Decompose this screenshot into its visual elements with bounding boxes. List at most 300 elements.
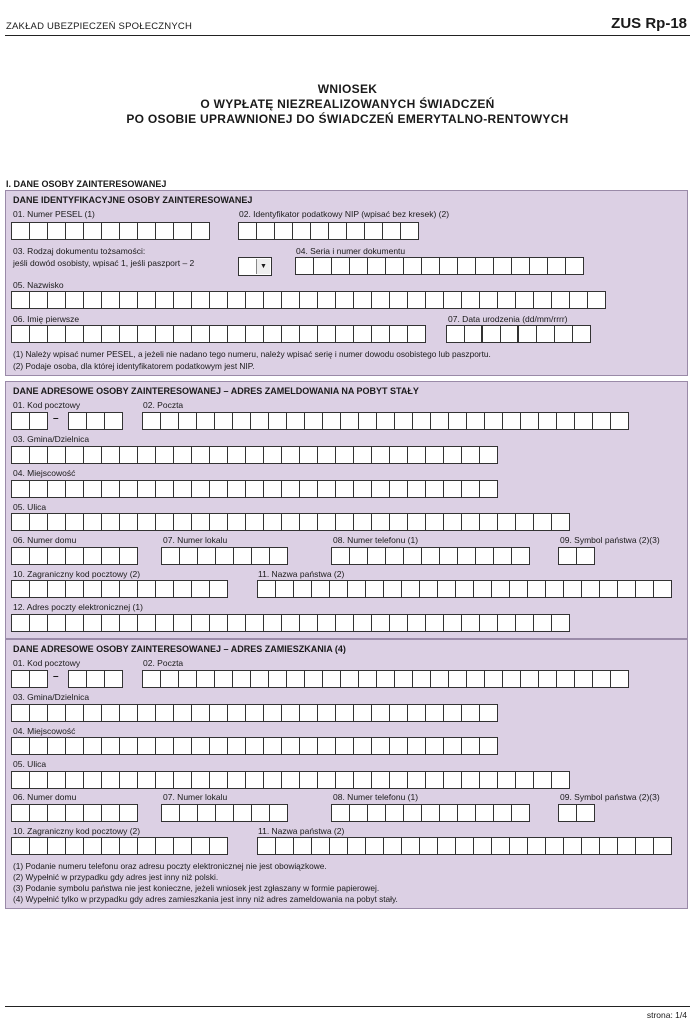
char-cell[interactable]: [48, 223, 66, 239]
char-cell[interactable]: [66, 738, 84, 754]
char-cell[interactable]: [264, 705, 282, 721]
char-cell[interactable]: [269, 671, 287, 687]
char-cell[interactable]: [69, 413, 87, 429]
char-cell[interactable]: [354, 514, 372, 530]
char-cell[interactable]: [216, 548, 234, 564]
char-cell[interactable]: [251, 413, 269, 429]
char-cell[interactable]: [408, 705, 426, 721]
char-cell[interactable]: [102, 738, 120, 754]
char-cell[interactable]: [48, 581, 66, 597]
char-cell[interactable]: [537, 326, 555, 342]
char-cell[interactable]: [156, 326, 174, 342]
nip-input[interactable]: [238, 222, 419, 240]
char-cell[interactable]: [512, 258, 530, 274]
char-cell[interactable]: [336, 705, 354, 721]
char-cell[interactable]: [174, 326, 192, 342]
char-cell[interactable]: [156, 615, 174, 631]
char-cell[interactable]: [84, 481, 102, 497]
char-cell[interactable]: [318, 772, 336, 788]
char-cell[interactable]: [492, 838, 510, 854]
char-cell[interactable]: [462, 772, 480, 788]
char-cell[interactable]: [577, 548, 595, 564]
char-cell[interactable]: [162, 805, 180, 821]
char-cell[interactable]: [498, 514, 516, 530]
char-cell[interactable]: [462, 447, 480, 463]
char-cell[interactable]: [282, 326, 300, 342]
char-cell[interactable]: [593, 413, 611, 429]
char-cell[interactable]: [102, 223, 120, 239]
char-cell[interactable]: [575, 671, 593, 687]
char-cell[interactable]: [120, 548, 138, 564]
char-cell[interactable]: [516, 292, 534, 308]
char-cell[interactable]: [66, 223, 84, 239]
char-cell[interactable]: [336, 292, 354, 308]
pesel-input[interactable]: [11, 222, 210, 240]
char-cell[interactable]: [444, 772, 462, 788]
char-cell[interactable]: [372, 514, 390, 530]
char-cell[interactable]: [408, 292, 426, 308]
char-cell[interactable]: [354, 705, 372, 721]
char-cell[interactable]: [246, 326, 264, 342]
char-cell[interactable]: [354, 615, 372, 631]
char-cell[interactable]: [84, 615, 102, 631]
char-cell[interactable]: [593, 671, 611, 687]
char-cell[interactable]: [282, 447, 300, 463]
char-cell[interactable]: [336, 326, 354, 342]
char-cell[interactable]: [552, 292, 570, 308]
char-cell[interactable]: [618, 838, 636, 854]
char-cell[interactable]: [330, 581, 348, 597]
char-cell[interactable]: [438, 581, 456, 597]
char-cell[interactable]: [570, 292, 588, 308]
res-municipality-input[interactable]: [11, 704, 498, 722]
char-cell[interactable]: [210, 326, 228, 342]
char-cell[interactable]: [84, 805, 102, 821]
char-cell[interactable]: [426, 705, 444, 721]
char-cell[interactable]: [300, 481, 318, 497]
doc-type-select[interactable]: [238, 257, 272, 276]
char-cell[interactable]: [444, 615, 462, 631]
char-cell[interactable]: [546, 838, 564, 854]
char-cell[interactable]: [456, 838, 474, 854]
res-country-name-input[interactable]: [257, 837, 672, 855]
char-cell[interactable]: [462, 705, 480, 721]
char-cell[interactable]: [408, 772, 426, 788]
char-cell[interactable]: [408, 481, 426, 497]
char-cell[interactable]: [138, 772, 156, 788]
char-cell[interactable]: [534, 615, 552, 631]
char-cell[interactable]: [408, 615, 426, 631]
char-cell[interactable]: [192, 615, 210, 631]
char-cell[interactable]: [12, 581, 30, 597]
char-cell[interactable]: [368, 805, 386, 821]
doc-series-input[interactable]: [295, 257, 584, 275]
char-cell[interactable]: [534, 772, 552, 788]
char-cell[interactable]: [318, 326, 336, 342]
char-cell[interactable]: [431, 413, 449, 429]
char-cell[interactable]: [480, 292, 498, 308]
char-cell[interactable]: [210, 581, 228, 597]
char-cell[interactable]: [228, 738, 246, 754]
char-cell[interactable]: [84, 738, 102, 754]
char-cell[interactable]: [210, 705, 228, 721]
char-cell[interactable]: [84, 705, 102, 721]
char-cell[interactable]: [192, 223, 210, 239]
char-cell[interactable]: [480, 615, 498, 631]
char-cell[interactable]: [372, 481, 390, 497]
char-cell[interactable]: [498, 615, 516, 631]
char-cell[interactable]: [559, 548, 577, 564]
char-cell[interactable]: [174, 223, 192, 239]
res-post-input[interactable]: [142, 670, 629, 688]
char-cell[interactable]: [348, 838, 366, 854]
char-cell[interactable]: [30, 514, 48, 530]
char-cell[interactable]: [66, 838, 84, 854]
char-cell[interactable]: [143, 413, 161, 429]
surname-input[interactable]: [11, 291, 606, 309]
reg-phone-input[interactable]: [331, 547, 530, 565]
char-cell[interactable]: [180, 548, 198, 564]
char-cell[interactable]: [318, 292, 336, 308]
char-cell[interactable]: [636, 581, 654, 597]
char-cell[interactable]: [318, 481, 336, 497]
char-cell[interactable]: [336, 481, 354, 497]
char-cell[interactable]: [503, 671, 521, 687]
char-cell[interactable]: [318, 615, 336, 631]
char-cell[interactable]: [449, 671, 467, 687]
char-cell[interactable]: [12, 413, 30, 429]
char-cell[interactable]: [287, 413, 305, 429]
char-cell[interactable]: [192, 326, 210, 342]
char-cell[interactable]: [483, 326, 501, 342]
char-cell[interactable]: [66, 615, 84, 631]
reg-country-symbol-input[interactable]: [558, 547, 595, 565]
char-cell[interactable]: [84, 447, 102, 463]
char-cell[interactable]: [372, 326, 390, 342]
char-cell[interactable]: [30, 223, 48, 239]
char-cell[interactable]: [458, 258, 476, 274]
char-cell[interactable]: [512, 805, 530, 821]
char-cell[interactable]: [401, 223, 419, 239]
char-cell[interactable]: [422, 548, 440, 564]
char-cell[interactable]: [269, 413, 287, 429]
char-cell[interactable]: [372, 447, 390, 463]
char-cell[interactable]: [87, 671, 105, 687]
char-cell[interactable]: [192, 738, 210, 754]
char-cell[interactable]: [336, 772, 354, 788]
char-cell[interactable]: [246, 447, 264, 463]
char-cell[interactable]: [476, 548, 494, 564]
char-cell[interactable]: [138, 838, 156, 854]
char-cell[interactable]: [179, 413, 197, 429]
char-cell[interactable]: [228, 772, 246, 788]
char-cell[interactable]: [300, 738, 318, 754]
char-cell[interactable]: [156, 481, 174, 497]
char-cell[interactable]: [120, 514, 138, 530]
char-cell[interactable]: [311, 223, 329, 239]
char-cell[interactable]: [102, 772, 120, 788]
char-cell[interactable]: [426, 772, 444, 788]
char-cell[interactable]: [264, 514, 282, 530]
char-cell[interactable]: [258, 838, 276, 854]
char-cell[interactable]: [120, 223, 138, 239]
char-cell[interactable]: [270, 548, 288, 564]
char-cell[interactable]: [228, 326, 246, 342]
char-cell[interactable]: [458, 548, 476, 564]
char-cell[interactable]: [252, 805, 270, 821]
char-cell[interactable]: [246, 292, 264, 308]
char-cell[interactable]: [503, 413, 521, 429]
char-cell[interactable]: [228, 292, 246, 308]
char-cell[interactable]: [462, 514, 480, 530]
char-cell[interactable]: [420, 838, 438, 854]
char-cell[interactable]: [48, 772, 66, 788]
char-cell[interactable]: [264, 481, 282, 497]
char-cell[interactable]: [30, 805, 48, 821]
char-cell[interactable]: [138, 481, 156, 497]
char-cell[interactable]: [198, 805, 216, 821]
char-cell[interactable]: [510, 581, 528, 597]
char-cell[interactable]: [66, 514, 84, 530]
char-cell[interactable]: [368, 548, 386, 564]
char-cell[interactable]: [294, 838, 312, 854]
char-cell[interactable]: [498, 292, 516, 308]
char-cell[interactable]: [264, 447, 282, 463]
char-cell[interactable]: [12, 548, 30, 564]
char-cell[interactable]: [521, 671, 539, 687]
char-cell[interactable]: [66, 326, 84, 342]
char-cell[interactable]: [156, 581, 174, 597]
char-cell[interactable]: [510, 838, 528, 854]
char-cell[interactable]: [174, 615, 192, 631]
char-cell[interactable]: [192, 705, 210, 721]
char-cell[interactable]: [48, 292, 66, 308]
char-cell[interactable]: [366, 581, 384, 597]
char-cell[interactable]: [404, 805, 422, 821]
char-cell[interactable]: [102, 447, 120, 463]
char-cell[interactable]: [174, 447, 192, 463]
char-cell[interactable]: [654, 581, 672, 597]
char-cell[interactable]: [386, 805, 404, 821]
char-cell[interactable]: [12, 805, 30, 821]
char-cell[interactable]: [512, 548, 530, 564]
char-cell[interactable]: [210, 615, 228, 631]
char-cell[interactable]: [444, 705, 462, 721]
char-cell[interactable]: [30, 838, 48, 854]
char-cell[interactable]: [422, 258, 440, 274]
char-cell[interactable]: [174, 514, 192, 530]
char-cell[interactable]: [582, 838, 600, 854]
char-cell[interactable]: [318, 514, 336, 530]
char-cell[interactable]: [192, 447, 210, 463]
char-cell[interactable]: [12, 671, 30, 687]
char-cell[interactable]: [368, 258, 386, 274]
char-cell[interactable]: [552, 772, 570, 788]
char-cell[interactable]: [519, 326, 537, 342]
char-cell[interactable]: [402, 838, 420, 854]
char-cell[interactable]: [48, 805, 66, 821]
char-cell[interactable]: [408, 326, 426, 342]
char-cell[interactable]: [84, 772, 102, 788]
char-cell[interactable]: [465, 326, 483, 342]
char-cell[interactable]: [350, 805, 368, 821]
char-cell[interactable]: [498, 772, 516, 788]
char-cell[interactable]: [323, 671, 341, 687]
char-cell[interactable]: [426, 514, 444, 530]
char-cell[interactable]: [341, 413, 359, 429]
char-cell[interactable]: [462, 738, 480, 754]
reg-house-input[interactable]: [11, 547, 138, 565]
char-cell[interactable]: [350, 548, 368, 564]
char-cell[interactable]: [174, 705, 192, 721]
char-cell[interactable]: [480, 447, 498, 463]
char-cell[interactable]: [210, 514, 228, 530]
char-cell[interactable]: [530, 258, 548, 274]
char-cell[interactable]: [390, 514, 408, 530]
char-cell[interactable]: [138, 738, 156, 754]
char-cell[interactable]: [246, 615, 264, 631]
char-cell[interactable]: [431, 671, 449, 687]
char-cell[interactable]: [30, 447, 48, 463]
char-cell[interactable]: [210, 838, 228, 854]
char-cell[interactable]: [192, 481, 210, 497]
char-cell[interactable]: [102, 805, 120, 821]
char-cell[interactable]: [341, 671, 359, 687]
char-cell[interactable]: [66, 772, 84, 788]
char-cell[interactable]: [467, 413, 485, 429]
char-cell[interactable]: [354, 447, 372, 463]
char-cell[interactable]: [300, 514, 318, 530]
char-cell[interactable]: [12, 326, 30, 342]
reg-municipality-input[interactable]: [11, 446, 498, 464]
char-cell[interactable]: [318, 447, 336, 463]
char-cell[interactable]: [246, 481, 264, 497]
char-cell[interactable]: [366, 838, 384, 854]
char-cell[interactable]: [354, 326, 372, 342]
char-cell[interactable]: [102, 615, 120, 631]
char-cell[interactable]: [174, 772, 192, 788]
char-cell[interactable]: [138, 223, 156, 239]
char-cell[interactable]: [30, 326, 48, 342]
char-cell[interactable]: [161, 671, 179, 687]
char-cell[interactable]: [30, 705, 48, 721]
char-cell[interactable]: [408, 738, 426, 754]
char-cell[interactable]: [30, 481, 48, 497]
char-cell[interactable]: [372, 738, 390, 754]
char-cell[interactable]: [440, 258, 458, 274]
char-cell[interactable]: [174, 738, 192, 754]
char-cell[interactable]: [12, 738, 30, 754]
char-cell[interactable]: [120, 326, 138, 342]
char-cell[interactable]: [444, 514, 462, 530]
char-cell[interactable]: [138, 292, 156, 308]
char-cell[interactable]: [198, 548, 216, 564]
char-cell[interactable]: [105, 413, 123, 429]
char-cell[interactable]: [192, 514, 210, 530]
char-cell[interactable]: [48, 838, 66, 854]
char-cell[interactable]: [66, 447, 84, 463]
char-cell[interactable]: [287, 671, 305, 687]
char-cell[interactable]: [426, 615, 444, 631]
char-cell[interactable]: [377, 671, 395, 687]
reg-street-input[interactable]: [11, 513, 570, 531]
char-cell[interactable]: [120, 481, 138, 497]
char-cell[interactable]: [318, 705, 336, 721]
char-cell[interactable]: [449, 413, 467, 429]
char-cell[interactable]: [359, 413, 377, 429]
char-cell[interactable]: [162, 548, 180, 564]
char-cell[interactable]: [275, 223, 293, 239]
char-cell[interactable]: [174, 581, 192, 597]
char-cell[interactable]: [120, 581, 138, 597]
char-cell[interactable]: [577, 805, 595, 821]
char-cell[interactable]: [323, 413, 341, 429]
char-cell[interactable]: [156, 738, 174, 754]
char-cell[interactable]: [66, 581, 84, 597]
char-cell[interactable]: [474, 838, 492, 854]
char-cell[interactable]: [557, 413, 575, 429]
reg-town-input[interactable]: [11, 480, 498, 498]
res-town-input[interactable]: [11, 737, 498, 755]
char-cell[interactable]: [12, 223, 30, 239]
char-cell[interactable]: [102, 326, 120, 342]
char-cell[interactable]: [120, 447, 138, 463]
char-cell[interactable]: [215, 413, 233, 429]
res-postal-code-part1[interactable]: [11, 670, 48, 688]
char-cell[interactable]: [555, 326, 573, 342]
char-cell[interactable]: [264, 326, 282, 342]
char-cell[interactable]: [48, 447, 66, 463]
char-cell[interactable]: [564, 838, 582, 854]
char-cell[interactable]: [300, 292, 318, 308]
char-cell[interactable]: [246, 705, 264, 721]
char-cell[interactable]: [395, 671, 413, 687]
char-cell[interactable]: [174, 838, 192, 854]
char-cell[interactable]: [282, 292, 300, 308]
char-cell[interactable]: [48, 738, 66, 754]
char-cell[interactable]: [350, 258, 368, 274]
char-cell[interactable]: [30, 615, 48, 631]
char-cell[interactable]: [48, 326, 66, 342]
char-cell[interactable]: [264, 772, 282, 788]
reg-post-input[interactable]: [142, 412, 629, 430]
char-cell[interactable]: [120, 772, 138, 788]
char-cell[interactable]: [246, 514, 264, 530]
char-cell[interactable]: [234, 548, 252, 564]
char-cell[interactable]: [264, 292, 282, 308]
char-cell[interactable]: [384, 581, 402, 597]
char-cell[interactable]: [156, 292, 174, 308]
char-cell[interactable]: [534, 514, 552, 530]
char-cell[interactable]: [575, 413, 593, 429]
char-cell[interactable]: [444, 447, 462, 463]
char-cell[interactable]: [300, 772, 318, 788]
reg-email-input[interactable]: [11, 614, 570, 632]
char-cell[interactable]: [138, 581, 156, 597]
reg-flat-input[interactable]: [161, 547, 288, 565]
char-cell[interactable]: [534, 292, 552, 308]
res-house-input[interactable]: [11, 804, 138, 822]
char-cell[interactable]: [485, 413, 503, 429]
char-cell[interactable]: [84, 326, 102, 342]
char-cell[interactable]: [12, 292, 30, 308]
char-cell[interactable]: [210, 292, 228, 308]
char-cell[interactable]: [476, 258, 494, 274]
char-cell[interactable]: [192, 772, 210, 788]
char-cell[interactable]: [215, 671, 233, 687]
char-cell[interactable]: [476, 805, 494, 821]
char-cell[interactable]: [440, 805, 458, 821]
